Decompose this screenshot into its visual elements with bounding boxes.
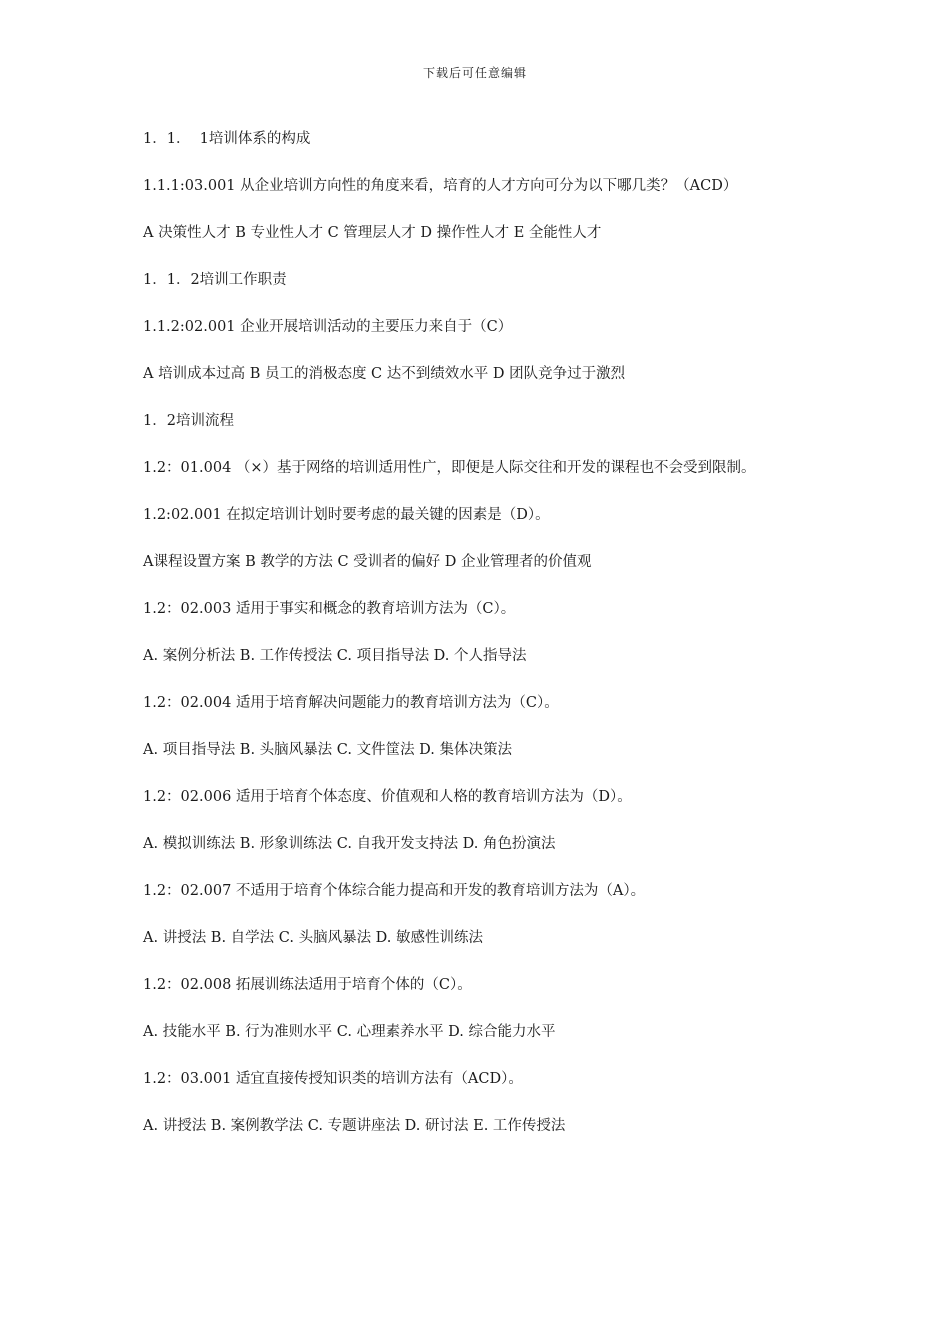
document-body bbox=[143, 127, 813, 1161]
answer-options: A. 技能水平 B. 行为准则水平 C. 心理素养水平 D. 综合能力水平 bbox=[143, 1024, 556, 1040]
section-heading: 1．1．2培训工作职责 bbox=[143, 272, 287, 288]
answer-options: A. 项目指导法 B. 头脑风暴法 C. 文件筐法 D. 集体决策法 bbox=[143, 742, 513, 758]
section-heading: 1．1． 1培训体系的构成 bbox=[143, 131, 311, 147]
question-text: 1.2：02.007 不适用于培育个体综合能力提高和开发的教育培训方法为（A）。 bbox=[143, 883, 646, 899]
answer-options: A. 讲授法 B. 自学法 C. 头脑风暴法 D. 敏感性训练法 bbox=[143, 930, 484, 946]
answer-options: A. 讲授法 B. 案例教学法 C. 专题讲座法 D. 研讨法 E. 工作传授法 bbox=[143, 1118, 566, 1134]
question-text: 1.2：03.001 适宜直接传授知识类的培训方法有（ACD）。 bbox=[143, 1071, 523, 1087]
question-text: 1.1.1:03.001 从企业培训方向性的角度来看，培育的人才方向可分为以下哪几类？（ACD） bbox=[143, 178, 738, 194]
question-text: 1.2：02.003 适用于事实和概念的教育培训方法为（C）。 bbox=[143, 601, 516, 617]
question-text: 1.2：02.004 适用于培育解决问题能力的教育培训方法为（C）。 bbox=[143, 695, 559, 711]
answer-options: A. 案例分析法 B. 工作传授法 C. 项目指导法 D. 个人指导法 bbox=[143, 648, 527, 664]
answer-options: A 决策性人才 B 专业性人才 C 管理层人才 D 操作性人才 E 全能性人才 bbox=[143, 225, 602, 241]
question-text: 1.2：02.008 拓展训练法适用于培育个体的（C）。 bbox=[143, 977, 472, 993]
answer-options: A 培训成本过高 B 员工的消极态度 C 达不到绩效水平 D 团队竞争过于激烈 bbox=[143, 366, 626, 382]
question-text: 1.1.2:02.001 企业开展培训活动的主要压力来自于（C） bbox=[143, 319, 513, 335]
section-heading: 1．2培训流程 bbox=[143, 413, 234, 429]
answer-options: A. 模拟训练法 B. 形象训练法 C. 自我开发支持法 D. 角色扮演法 bbox=[143, 836, 556, 852]
answer-options: A课程设置方案 B 教学的方法 C 受训者的偏好 D 企业管理者的价值观 bbox=[143, 554, 592, 570]
question-text: 1.2:02.001 在拟定培训计划时要考虑的最关键的因素是（D）。 bbox=[143, 507, 550, 523]
page-header: 下载后可任意编辑 bbox=[422, 66, 527, 80]
question-text: 1.2：01.004 （×）基于网络的培训适用性广，即便是人际交往和开发的课程也不会受到限制。 bbox=[143, 460, 756, 476]
question-text: 1.2：02.006 适用于培育个体态度、价值观和人格的教育培训方法为（D）。 bbox=[143, 789, 632, 805]
